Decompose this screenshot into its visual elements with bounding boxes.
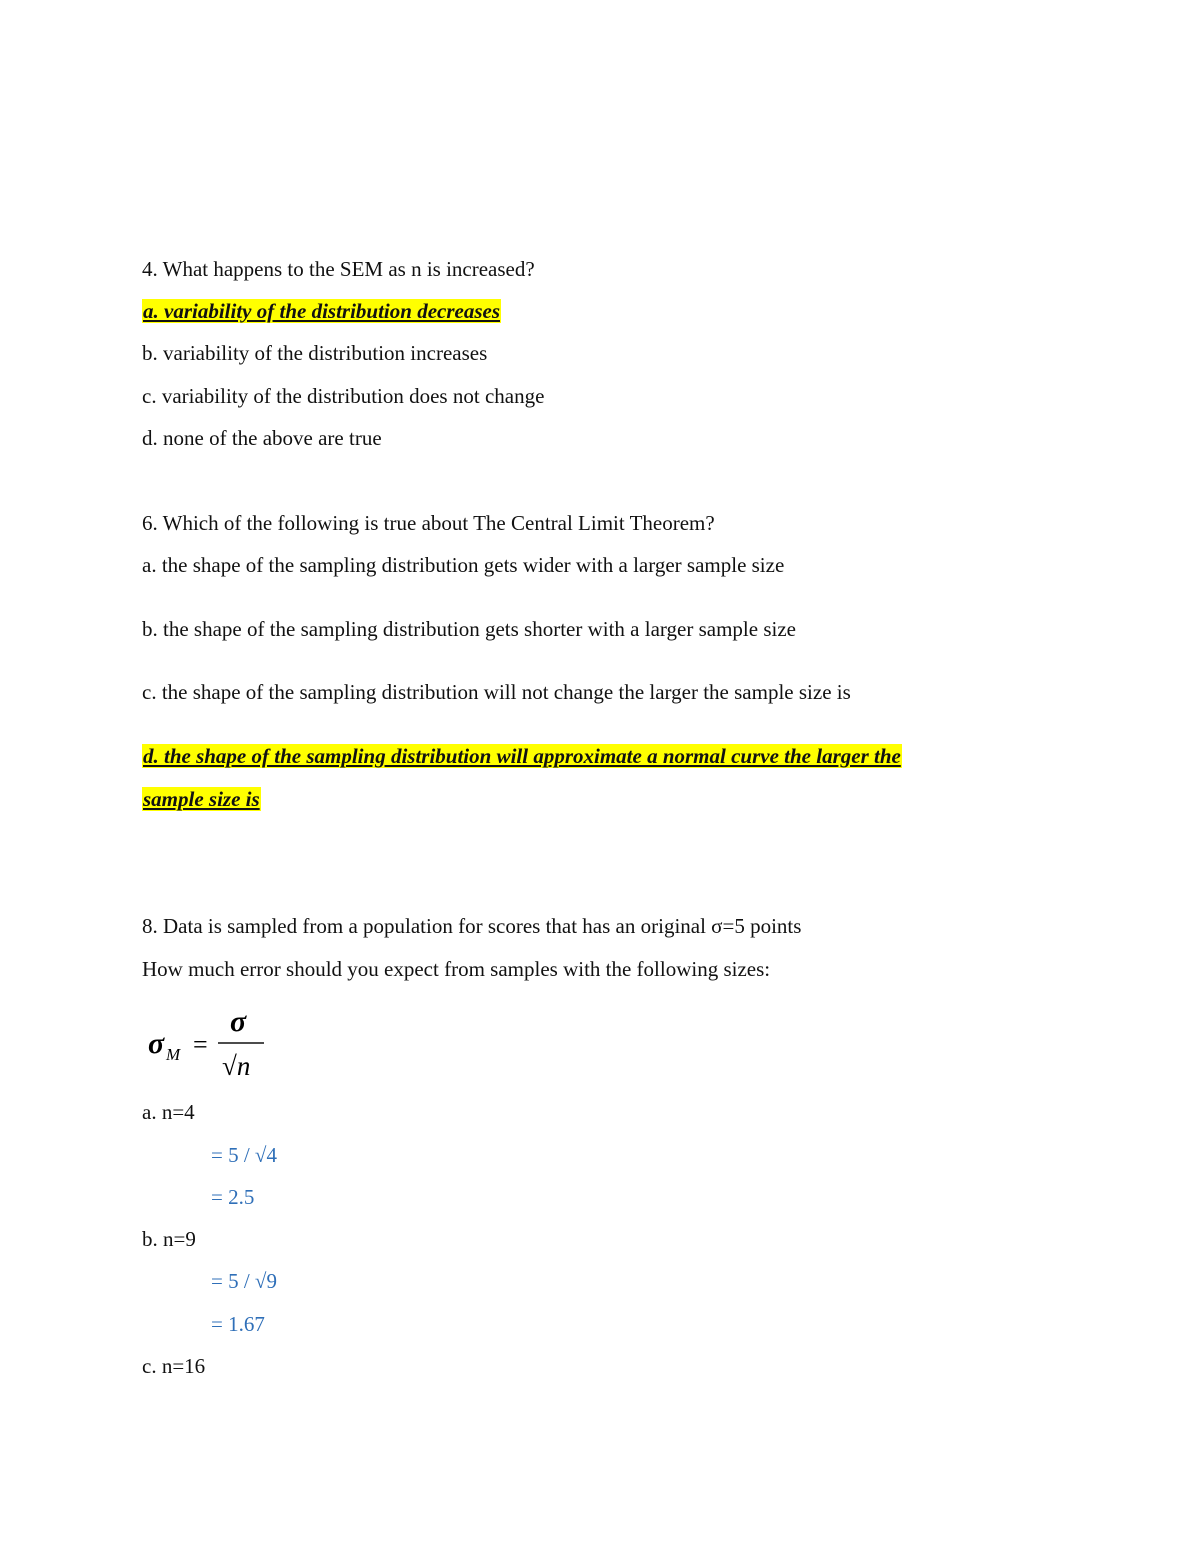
formula-subscript: M bbox=[166, 1045, 181, 1064]
q6-option-c: c. the shape of the sampling distribution will not change the larger the sample size is bbox=[142, 680, 851, 704]
q8-part-a-step-1: = 5 / √4 bbox=[211, 1143, 277, 1167]
q6-option-b: b. the shape of the sampling distribution gets shorter with a larger sample size bbox=[142, 617, 796, 641]
q6-option-d-correct bbox=[142, 743, 902, 769]
question-8-prompt: How much error should you expect from samples with the following sizes: bbox=[142, 957, 771, 981]
q8-part-a: a. n=4 bbox=[142, 1100, 195, 1124]
formula-denominator: √n bbox=[222, 1051, 251, 1081]
q4-option-d: d. none of the above are true bbox=[142, 426, 382, 450]
question-4: 4. What happens to the SEM as n is increased? bbox=[142, 257, 535, 281]
question-8: 8. Data is sampled from a population for scores that has an original σ=5 points bbox=[142, 914, 802, 938]
q4-option-c: c. variability of the distribution does not change bbox=[142, 384, 545, 408]
answer-highlight: sample size is bbox=[143, 787, 260, 811]
formula-numerator: σ bbox=[230, 1005, 247, 1038]
q4-option-a-correct bbox=[142, 298, 501, 324]
q6-option-d-continued bbox=[142, 786, 261, 812]
q8-part-b-step-1: = 5 / √9 bbox=[211, 1269, 277, 1293]
sem-formula bbox=[146, 1005, 276, 1085]
q8-part-c: c. n=16 bbox=[142, 1354, 206, 1378]
answer-highlight: d. the shape of the sampling distribution will approximate a normal curve the larger the bbox=[143, 744, 901, 768]
answer-highlight: a. variability of the distribution decreases bbox=[143, 299, 500, 323]
q4-option-b: b. variability of the distribution increases bbox=[142, 341, 488, 365]
q8-part-b: b. n=9 bbox=[142, 1227, 196, 1251]
q8-part-b-step-2: = 1.67 bbox=[211, 1312, 265, 1336]
q6-option-a: a. the shape of the sampling distribution gets wider with a larger sample size bbox=[142, 553, 785, 577]
formula-equals: = bbox=[193, 1030, 208, 1059]
q8-part-a-step-2: = 2.5 bbox=[211, 1185, 255, 1209]
formula-sigma-lhs: σ bbox=[148, 1027, 165, 1060]
question-6: 6. Which of the following is true about The Central Limit Theorem? bbox=[142, 511, 715, 535]
